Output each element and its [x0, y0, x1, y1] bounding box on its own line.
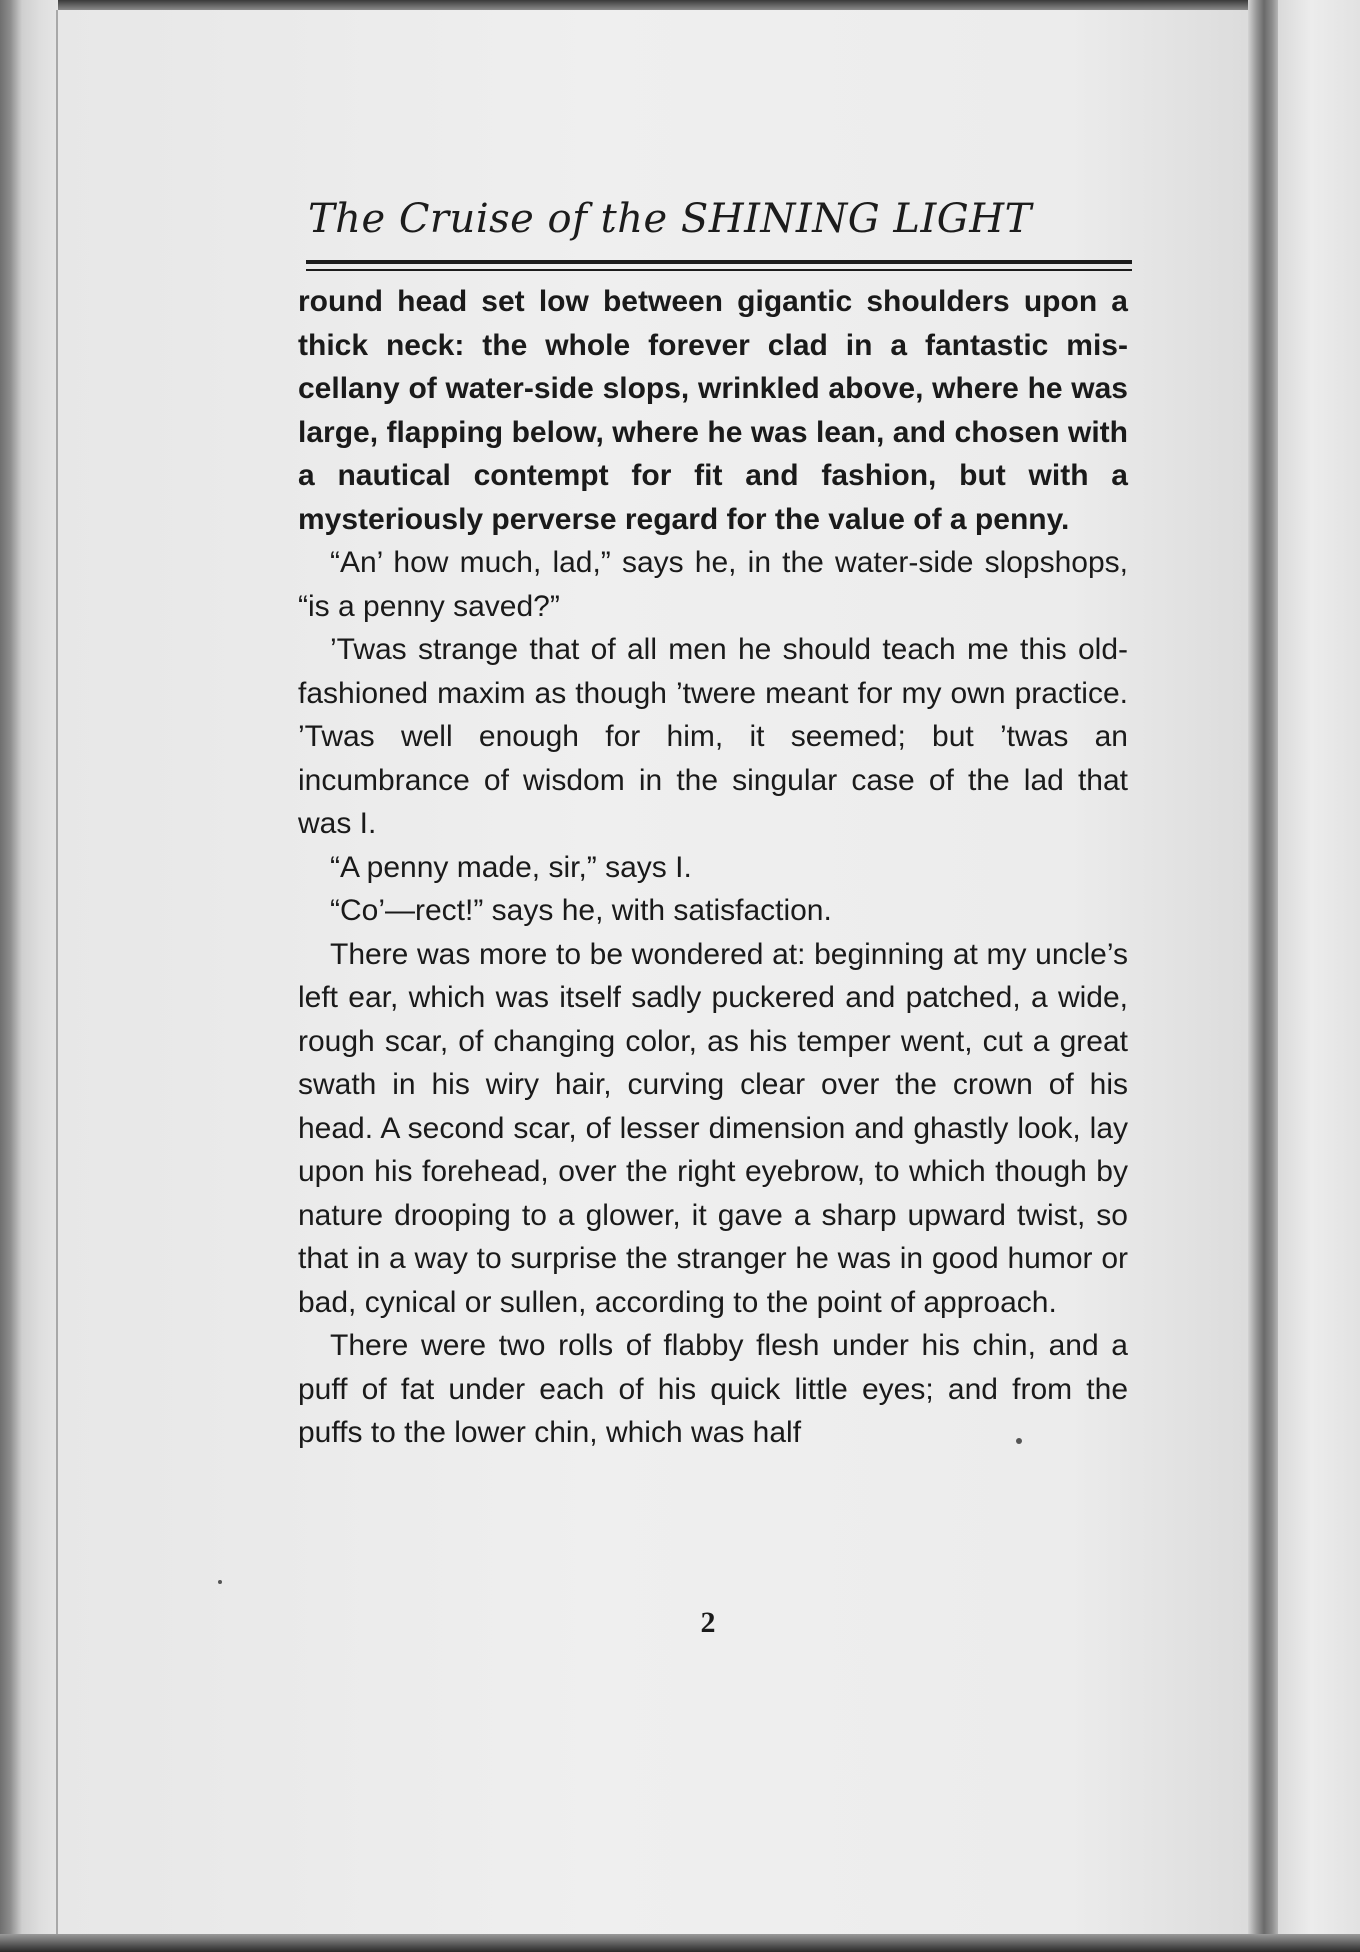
paragraph-3: ’Twas strange that of all men he should teach me this old-fashioned maxim as though ’twere meant for my own practice. ’Twas well enough for him, it seemed; but ’twas an incumbrance of wisdom in the singular case of the lad that was I. [298, 633, 1128, 840]
dust-speck [1016, 1438, 1022, 1444]
header-rule-thin [306, 269, 1132, 271]
body-text [298, 280, 1128, 1455]
paragraph-4: “A penny made, sir,” says I. [330, 850, 692, 884]
paragraph-6: There was more to be wondered at: beginning at my uncle’s left ear, which was itself sadly puckered and patched, a wide, rough scar, of changing color, as his temper went, cut a great swath in his wiry hair, curving clear over the crown of his head. A second scar, of lesser dimension and ghastly look, lay upon his forehead, over the right eyebrow, to which though by nature drooping to a glower, it gave a sharp upward twist, so that in a way to surprise the stranger he was in good humor or bad, cynical or sullen, according to the point of approach. [298, 937, 1128, 1319]
book-top-edge [0, 0, 1360, 10]
running-head: The Cruise of the SHINING LIGHT [308, 196, 1032, 242]
book-page [58, 10, 1248, 1934]
paragraph-1: round head set low between gigantic shoulders upon a thick neck: the whole forever clad in a fantastic miscellany of water-side slops, wrinkled above, where he was large, flapping below, where he was lean, and chosen with a nautical contempt for fit and fashion, but with a mysteriously perverse regard for the value of a penny. [298, 285, 1128, 536]
book-bottom-edge [0, 1934, 1360, 1952]
book-gutter-shadow [1248, 0, 1278, 1952]
paragraph-2: “An’ how much, lad,” says he, in the water-side slopshops, “is a penny saved?” [298, 546, 1128, 623]
page-number: 2 [700, 1606, 716, 1639]
facing-page-edge [1278, 0, 1360, 1952]
paragraph-5: “Co’—rect!” says he, with satisfaction. [330, 894, 832, 927]
dust-speck [218, 1580, 222, 1584]
header-rule-thick [306, 260, 1132, 264]
paragraph-7: There were two rolls of flabby flesh under his chin, and a puff of fat under each of his quick little eyes; and from the puffs to the lower chin, which was half [298, 1329, 1128, 1449]
book-left-edge [0, 0, 58, 1952]
